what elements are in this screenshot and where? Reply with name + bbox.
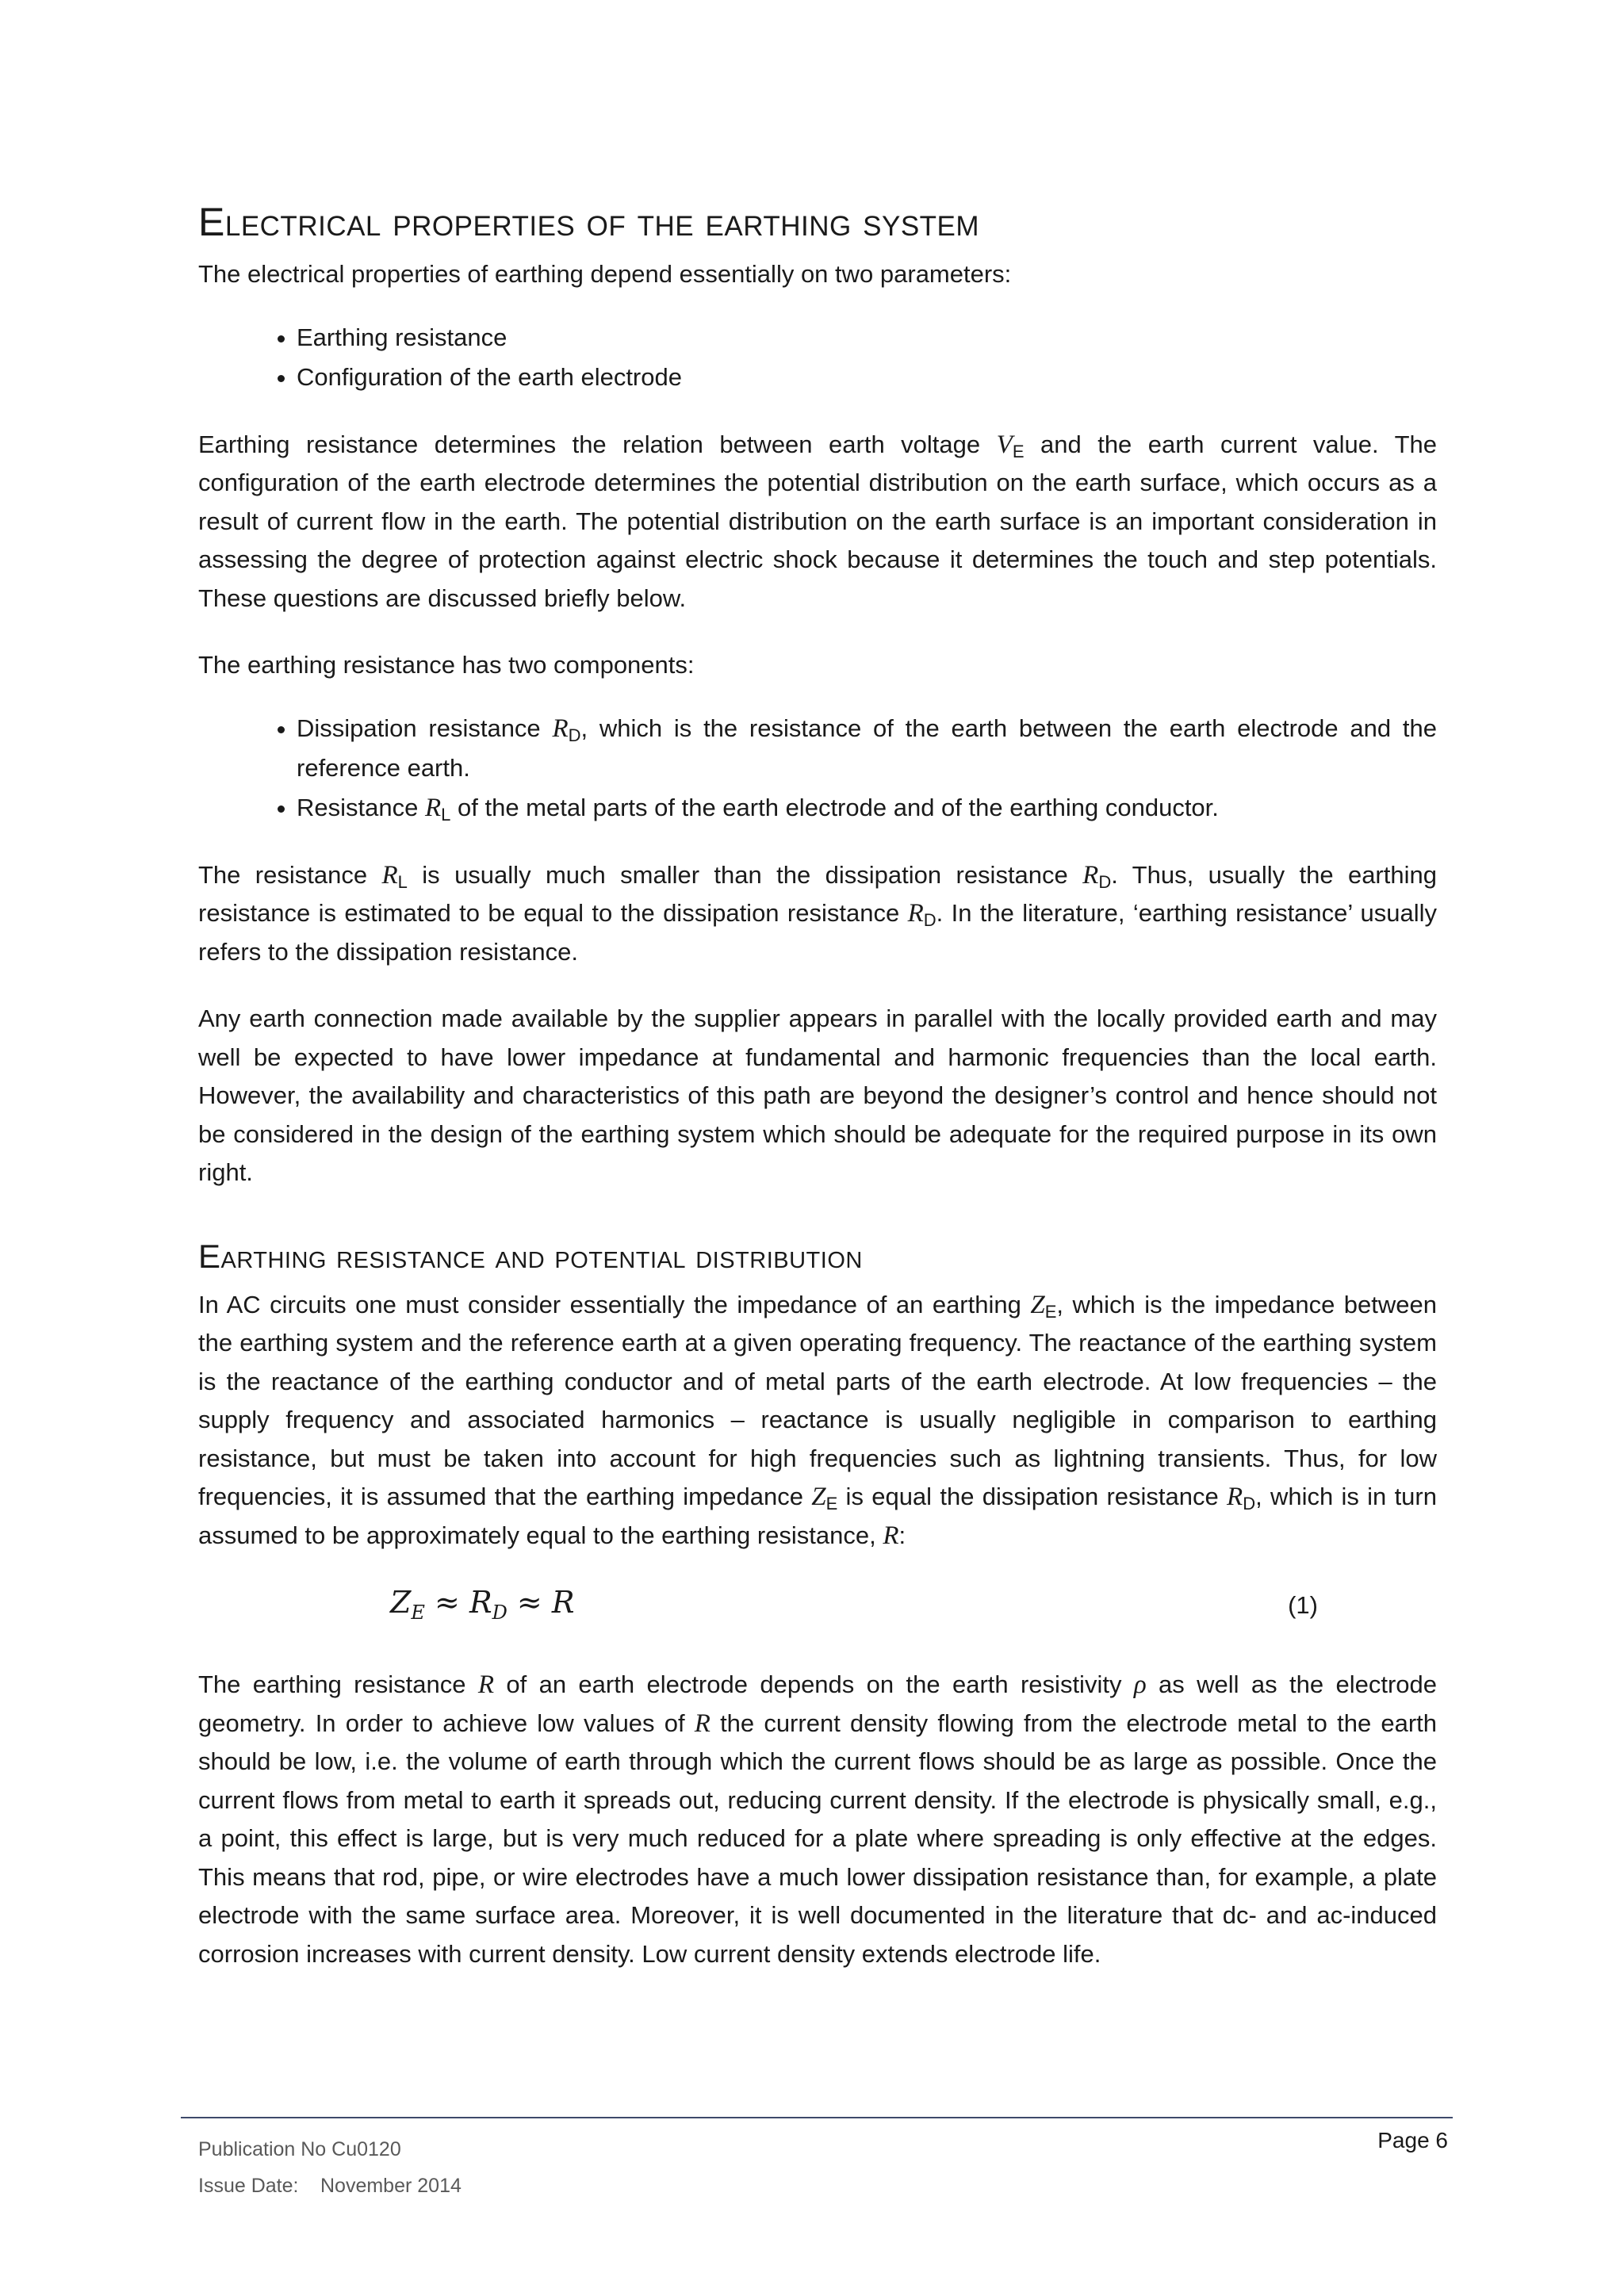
list-item: • Dissipation resistance $R_D$, which is the resistance of the earth between the earth electrode and the reference earth.: [297, 709, 1437, 788]
page-content: [198, 198, 1437, 2002]
parameters-list: [198, 318, 1437, 397]
paragraph-ac-circuits: In AC circuits one must consider essentially the impedance of an earthing $Z_E$, which is the impedance between the earthing system and the reference earth at a given operating frequency. The reactance of the earthing system is the reactance of the earthing conductor and of metal parts of the earth electrode. At low frequencies – the supply frequency and associated harmonics – reactance is usually negligible in comparison to earthing resistance, but must be taken into account for high frequencies such as lightning transients. Thus, for low frequencies, it is assumed that the earthing impedance $Z_E$ is equal the dissipation resistance $R_D$, which is in turn assumed to be approximately equal to the earthing resistance, R:: [198, 1290, 1437, 1550]
intro-paragraph: The electrical properties of earthing depend essentially on two parameters:: [198, 260, 1012, 288]
equation-1: [198, 1578, 1437, 1642]
list-item: • Configuration of the earth electrode: [297, 358, 1437, 397]
footer-divider: [181, 2117, 1453, 2118]
paragraph-supplier-earth: Any earth connection made available by the supplier appears in parallel with the locally provided earth and may well be expected to have lower impedance at fundamental and harmonic frequencies than the local earth. However, the availability and characteristics of this path are beyond the designer’s control and hence should not be considered in the design of the earthing system which should be adequate for the required purpose in its own right.: [198, 1004, 1437, 1186]
paragraph-earthing-resistance: Earthing resistance determines the relation between earth voltage $V_E$ and the earth current value. The configuration of the earth electrode determines the potential distribution on the earth surface, which occurs as a result of current flow in the earth. The potential distribution on the earth surface is an important consideration in assessing the degree of protection against electric shock because it determines the touch and step potentials. These questions are discussed briefly below.: [198, 430, 1437, 612]
issue-date-row: Issue Date: November 2014: [198, 2175, 462, 2197]
paragraph-resistance-rl: The resistance $R_L$ is usually much smaller than the dissipation resistance $R_D$. Thus, usually the earthing resistance is estimated to be equal to the dissipation resistance $R_D$. In the literature, ‘earthing resistance’ usually refers to the dissipation resistance.: [198, 860, 1437, 966]
page-number: Page 6: [1377, 2128, 1448, 2152]
equation-expression: $Z_E \approx R_D \approx R$: [390, 1585, 575, 1624]
paragraph-two-components: The earthing resistance has two components:: [198, 651, 695, 679]
section-heading-electrical-properties: Electrical properties of the earthing system: [198, 200, 980, 244]
components-list: [198, 709, 1437, 828]
section-heading-earthing-resistance: Earthing resistance and potential distribution: [198, 1237, 863, 1275]
list-item: • Earthing resistance: [297, 318, 1437, 358]
footer-info: [198, 2131, 462, 2204]
list-item: • Resistance $R_L$ of the metal parts of the earth electrode and of the earthing conductor.: [297, 788, 1437, 828]
publication-number: Publication No Cu0120: [198, 2138, 401, 2160]
equation-number: (1): [1288, 1591, 1318, 1620]
paragraph-electrode-geometry: The earthing resistance R of an earth electrode depends on the earth resistivity ρ as well as the electrode geometry. In order to achieve low values of R the current density flowing from the electrode metal to the earth should be low, i.e. the volume of earth through which the current flows should be as large as possible. Once the current flows from metal to earth it spreads out, reducing current density. If the electrode is physically small, e.g., a point, this effect is large, but is very much reduced for a plate where spreading is only effective at the edges. This means that rod, pipe, or wire electrodes have a much lower dissipation resistance than, for example, a plate electrode with the same surface area. Moreover, it is well documented in the literature that dc- and ac-induced corrosion increases with current density. Low current density extends electrode life.: [198, 1670, 1437, 1968]
